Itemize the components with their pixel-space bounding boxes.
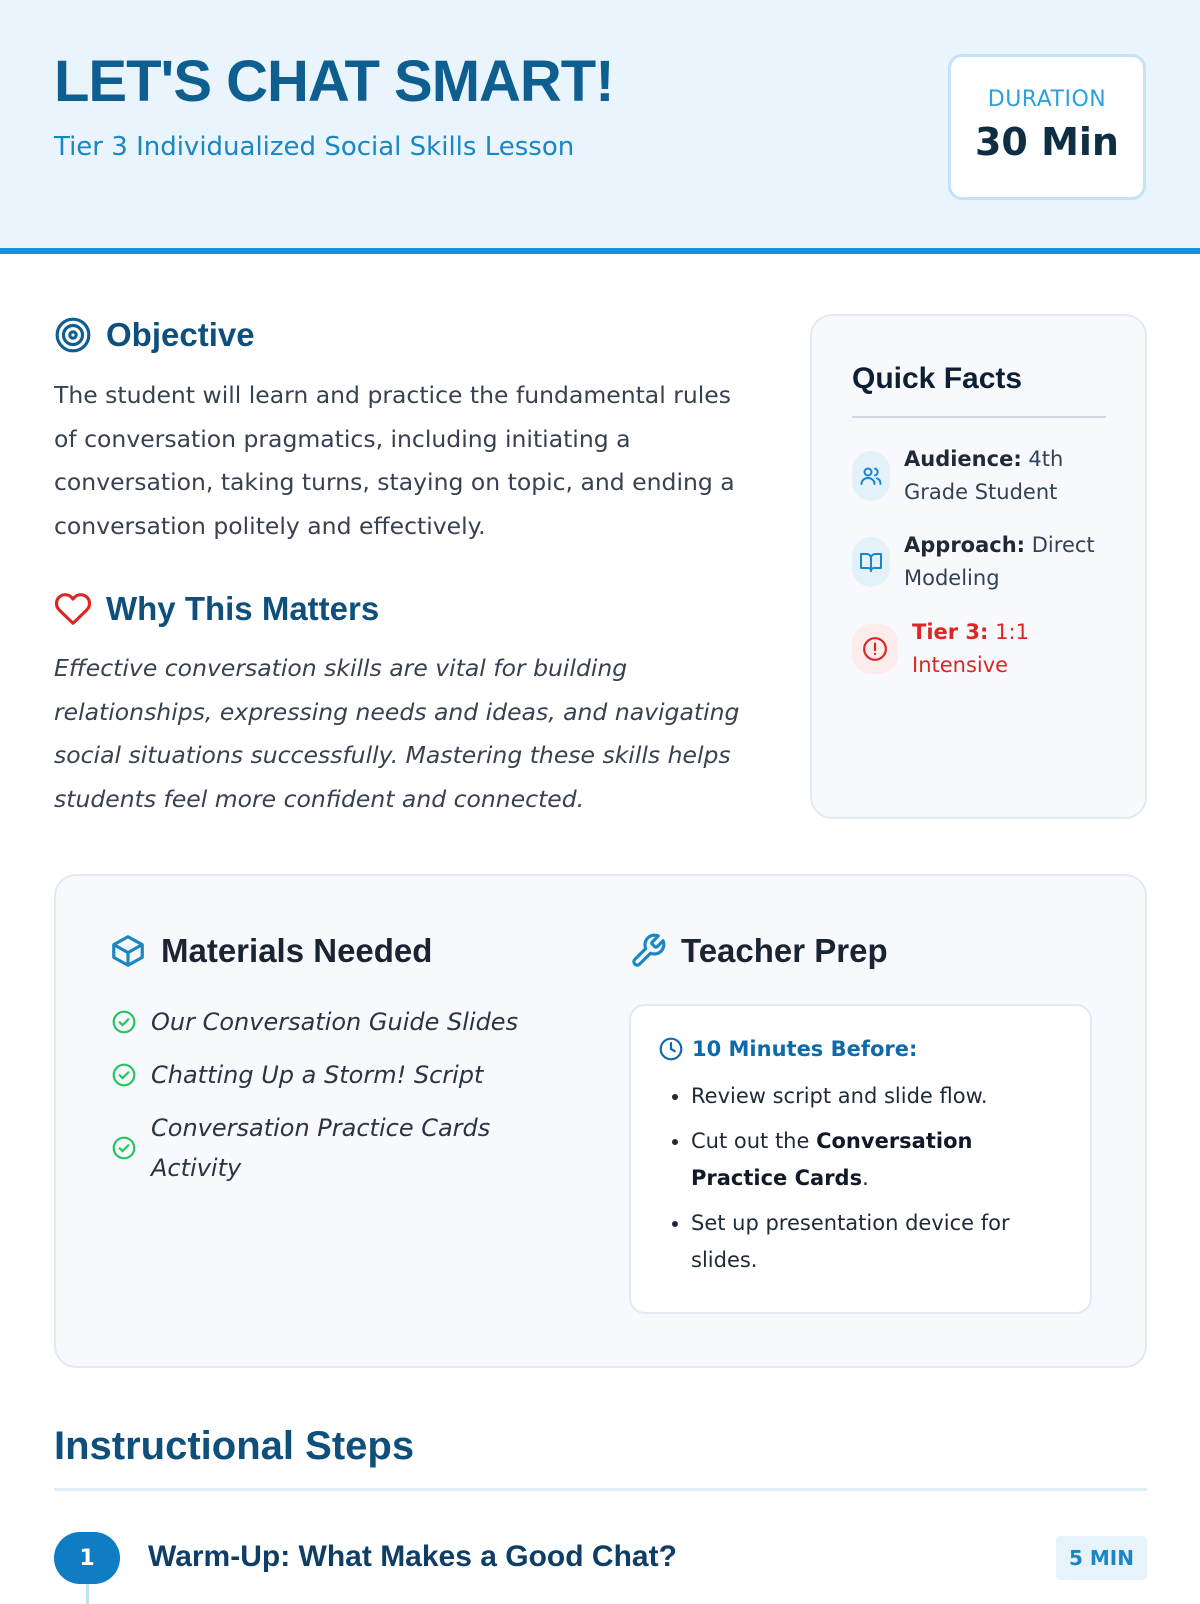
step-duration-badge: 5 MIN — [1056, 1536, 1147, 1580]
steps-divider — [54, 1488, 1147, 1491]
materials-list — [111, 1002, 521, 1201]
prep-timing — [658, 1036, 917, 1062]
quick-fact-audience — [852, 443, 1104, 509]
quick-fact-tier-text: Tier 3: 1:1 Intensive — [912, 620, 1029, 677]
list-item: • Review script and slide flow. — [691, 1078, 1071, 1115]
prep-box — [629, 1004, 1092, 1314]
prep-timing-text: 10 Minutes Before: — [692, 1037, 918, 1061]
objective-heading — [54, 316, 255, 354]
lesson-subtitle: Tier 3 Individualized Social Skills Lesson — [54, 132, 575, 162]
quick-fact-approach-text: Approach: Direct Modeling — [904, 533, 1095, 590]
why-text: Effective conversation skills are vital for building relationships, expressing needs and ideas, and navigating social situations successfully. Mastering these skills helps students feel more confident and connected. — [54, 654, 740, 813]
users-icon — [852, 451, 890, 501]
objective-text: The student will learn and practice the fundamental rules of conversation pragmatics, including initiating a conversation, taking turns, staying on topic, and ending a conversation politely and effectively. — [54, 381, 735, 540]
quick-facts-title: Quick Facts — [852, 362, 1023, 395]
check-circle-icon — [111, 1009, 137, 1035]
step-timeline — [86, 1584, 89, 1604]
materials-prep-card — [54, 874, 1147, 1368]
step-row — [54, 1532, 1147, 1584]
step-title: Warm-Up: What Makes a Good Chat? — [148, 1540, 677, 1573]
quick-facts-card — [810, 314, 1147, 819]
step-number: 1 — [54, 1532, 120, 1584]
list-item — [111, 1002, 521, 1042]
material-text: Conversation Practice Cards Activity — [151, 1114, 491, 1182]
check-circle-icon — [111, 1135, 137, 1161]
list-item — [111, 1055, 521, 1095]
quick-fact-audience-text: Audience: 4th Grade Student — [904, 447, 1064, 504]
objective-title: Objective — [106, 316, 255, 353]
book-open-icon — [852, 537, 890, 587]
alert-circle-icon — [852, 624, 898, 674]
steps-title: Instructional Steps — [54, 1424, 415, 1468]
list-item: • Cut out the Conversation Practice Cards. — [691, 1123, 1071, 1197]
quick-fact-tier — [852, 616, 1112, 682]
wrench-icon — [629, 932, 667, 970]
duration-card — [948, 54, 1146, 200]
box-icon — [109, 932, 147, 970]
prep-list — [691, 1078, 1071, 1287]
material-text: Chatting Up a Storm! Script — [151, 1061, 484, 1089]
quick-fact-approach — [852, 529, 1104, 595]
heart-icon — [54, 590, 92, 628]
check-circle-icon — [111, 1062, 137, 1088]
duration-value: 30 Min — [974, 120, 1119, 164]
material-text: Our Conversation Guide Slides — [151, 1008, 519, 1036]
why-title: Why This Matters — [106, 590, 380, 627]
materials-heading — [109, 932, 432, 970]
lesson-header — [0, 0, 1200, 254]
quick-facts-divider — [852, 416, 1106, 418]
prep-title: Teacher Prep — [681, 932, 888, 969]
lesson-title: LET'S CHAT SMART! — [54, 49, 614, 114]
duration-label: DURATION — [987, 87, 1107, 112]
clock-icon — [658, 1036, 684, 1062]
list-item: • Set up presentation device for slides. — [691, 1205, 1071, 1279]
materials-title: Materials Needed — [161, 932, 433, 969]
list-item — [111, 1108, 521, 1188]
why-heading — [54, 590, 379, 628]
target-icon — [54, 316, 92, 354]
prep-heading — [629, 932, 888, 970]
